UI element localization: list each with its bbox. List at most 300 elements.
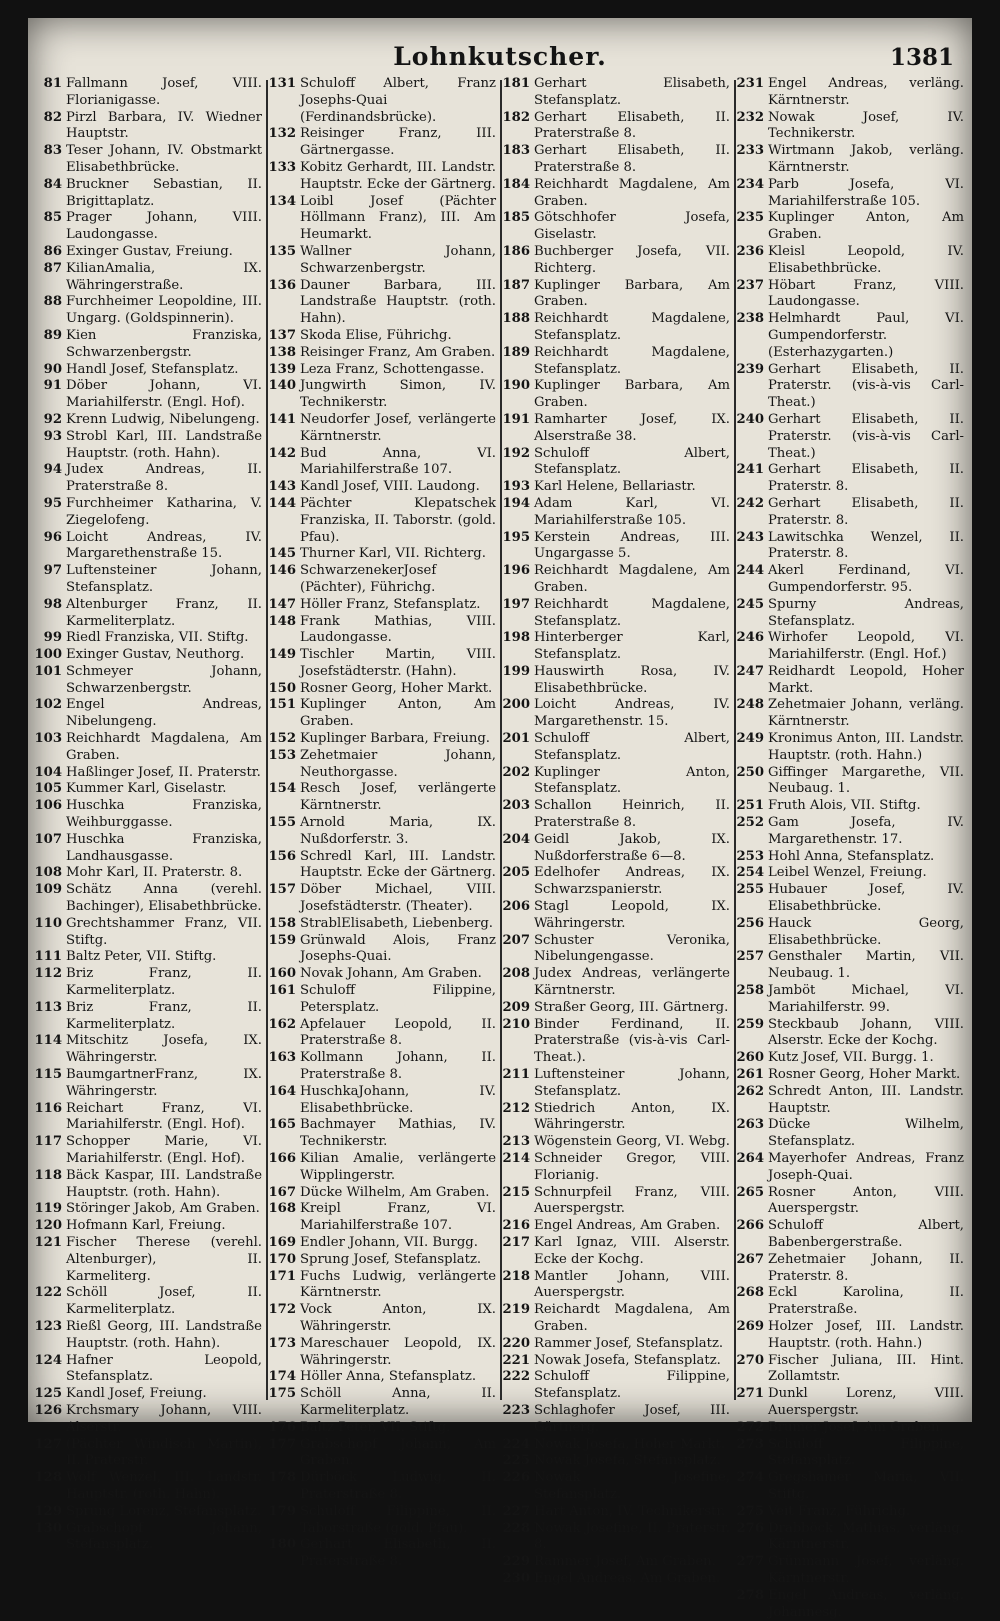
directory-entry [32, 630, 264, 647]
directory-entry [266, 1470, 498, 1504]
entry-number: 248 [736, 697, 764, 713]
directory-entry [500, 345, 732, 379]
entry-text: Grünmann Josef, verläng. Kärntnerstr. [768, 1554, 964, 1586]
entry-number: 216 [502, 1218, 530, 1234]
directory-entry [500, 110, 732, 144]
entry-number: 255 [736, 882, 764, 898]
entry-text: Döber Johann, VI. Mariahilferstr. (Engl. Hof). [66, 378, 262, 411]
entry-text: Kollmann Johann, II. Praterstraße 8. [300, 1050, 496, 1083]
entry-text: Judex Andreas, verlängerte Kärntnerstr. [534, 966, 730, 999]
entry-number: 213 [502, 1134, 530, 1150]
directory-entry [734, 177, 966, 211]
entry-number: 170 [268, 1251, 296, 1267]
entry-number: 166 [268, 1151, 296, 1166]
entry-number: 225 [502, 1453, 530, 1469]
entry-number: 133 [268, 159, 296, 175]
entry-number: 123 [34, 1318, 62, 1334]
entry-text: Bäck Kaspar, III. Landstraße Hauptstr. (roth. Hahn). [66, 1167, 262, 1200]
entry-text: Grünwald Alois, Franz Josephs-Quai. [300, 932, 496, 965]
entry-number: 99 [43, 630, 62, 646]
entry-number: 230 [502, 1570, 530, 1586]
entry-number: 262 [736, 1083, 764, 1099]
entry-text: Schöll Josef, II. Karmeliterplatz. [66, 1285, 262, 1318]
entry-text: Gerhart Elisabeth, II. Praterstraße 8. [534, 143, 730, 175]
entry-number: 264 [736, 1151, 764, 1166]
directory-entry [266, 1369, 498, 1386]
entry-number: 266 [736, 1218, 764, 1234]
entry-text: Kandl Josef, Freiung. [66, 1386, 207, 1402]
entry-text: Gerhart Elisabeth, II. Praterstraße 8. [534, 109, 730, 142]
directory-entry [734, 664, 966, 698]
entry-number: 277 [736, 1554, 764, 1570]
directory-entry [266, 597, 498, 614]
directory-entry [266, 412, 498, 446]
directory-entry [500, 530, 732, 564]
entry-number: 147 [268, 596, 296, 612]
directory-entry [32, 832, 264, 866]
entry-number: 177 [268, 1436, 296, 1452]
directory-entry [500, 664, 732, 698]
entry-number: 195 [502, 529, 530, 545]
entry-number: 269 [736, 1318, 764, 1334]
entry-number: 249 [736, 731, 764, 747]
entry-number: 199 [502, 663, 530, 679]
directory-entry [500, 1554, 732, 1571]
directory-entry [32, 664, 264, 698]
directory-entry [734, 1319, 966, 1353]
entry-text: Schuloff Filippine, Petersplatz. [300, 983, 496, 1015]
entry-number: 181 [502, 76, 530, 91]
entry-text: Reichhardt Magdalene, Stefansplatz. [534, 596, 730, 629]
directory-entry [266, 126, 498, 160]
entry-number: 278 [736, 1587, 764, 1603]
entry-text: Kuplinger Barbara, Am Graben. [534, 378, 730, 411]
entry-text: Kuplinger Barbara, Am Graben. [534, 277, 730, 310]
entry-text: Schuloff Filippine, Stefansplatz. [534, 1369, 730, 1402]
entry-number: 276 [736, 1520, 764, 1536]
entry-number: 143 [268, 479, 296, 495]
directory-entry [734, 1185, 966, 1219]
entry-text: (Pächter Windisch Martin), II. Praterstr. [66, 1436, 262, 1469]
entry-text: Gerhart Elisabeth, II. Praterstr. 8. [768, 495, 964, 528]
entry-number: 156 [268, 848, 296, 864]
directory-entry [266, 546, 498, 563]
directory-entry [500, 496, 732, 530]
directory-entry [500, 311, 732, 345]
page-header [28, 40, 972, 76]
directory-entry [500, 1302, 732, 1336]
entry-text: Gerhart Elisabeth, II. Praterstr. 8. [768, 462, 964, 495]
entry-number: 165 [268, 1117, 296, 1133]
directory-entry [500, 798, 732, 832]
entry-number: 127 [34, 1436, 62, 1452]
directory-columns [28, 76, 972, 1620]
entry-number: 198 [502, 630, 530, 646]
entry-number: 250 [736, 764, 764, 780]
entry-text: Loicht Andreas, IV. Margarethenstraße 15. [66, 529, 262, 562]
directory-entry [500, 731, 732, 765]
entry-text: Bruckner Sebastian, II. Brigittaplatz. [66, 176, 262, 209]
entry-text: Gerhart Elisabeth, II. Praterstr. (vis-à-vis Carl-Theat.) [768, 411, 964, 461]
entry-text: Gerhart Elisabeth, II. Praterstraße 8. [300, 1537, 496, 1570]
entry-text: Reichart Franz, VI. Mariahilferstr. (Engl. Hof). [66, 1100, 262, 1133]
directory-entry [266, 1185, 498, 1202]
directory-entry [500, 1235, 732, 1269]
directory-entry [32, 76, 264, 110]
entry-number: 128 [34, 1470, 62, 1486]
entry-text: Kuplinger Anton, Stefansplatz. [534, 764, 730, 797]
entry-number: 144 [268, 495, 296, 511]
entry-number: 271 [736, 1386, 764, 1402]
entry-number: 187 [502, 277, 530, 293]
entry-text: Hubauer Josef, IV. Elisabethbrücke. [768, 882, 964, 915]
directory-entry [734, 597, 966, 631]
entry-text: Haßlinger Josef, II. Praterstr. [66, 764, 261, 780]
entry-number: 200 [502, 697, 530, 713]
entry-text: Riedl Franziska, VII. Stiftg. [66, 630, 249, 646]
entry-text: Sprung Lorenz, Stefansplatz. [66, 1503, 262, 1519]
directory-column-2 [266, 76, 498, 1570]
directory-entry [734, 1504, 966, 1521]
entry-number: 119 [34, 1201, 62, 1217]
entry-number: 235 [736, 210, 764, 226]
directory-entry [734, 916, 966, 950]
entry-text: Engel Andreas, verläng. Johannesg. [768, 1587, 964, 1620]
entry-text: Zehetmaier Johann, II. Praterstr. 8. [768, 1251, 964, 1284]
directory-entry [32, 1235, 264, 1285]
entry-text: Schuloff Filippine, II. Taborstraße (gold. Pfau). [300, 1503, 496, 1536]
directory-entry [500, 177, 732, 211]
entry-text: Hofmann Karl, Freiung. [66, 1218, 226, 1234]
entry-text: Drabböck Mathias, verläng. Kärntnerstr. [768, 1520, 964, 1553]
entry-text: Schätz Anna (verehl. Bachinger), Elisabethbrücke. [66, 882, 262, 915]
entry-number: 268 [736, 1285, 764, 1301]
entry-text: Grechtshammer Franz, VII. Stiftg. [66, 915, 262, 948]
directory-entry [734, 530, 966, 564]
directory-entry [32, 1386, 264, 1403]
entry-number: 232 [736, 109, 764, 125]
entry-number: 257 [736, 949, 764, 965]
entry-number: 148 [268, 613, 296, 629]
entry-number: 236 [736, 243, 764, 259]
entry-number: 172 [268, 1302, 296, 1318]
entry-number: 111 [34, 949, 62, 965]
directory-entry [266, 1117, 498, 1151]
entry-number: 194 [502, 495, 530, 511]
directory-entry [734, 110, 966, 144]
entry-number: 90 [43, 361, 62, 377]
entry-text: Thurner Karl, VII. Richterg. [300, 546, 486, 562]
entry-text: Karl Helene, Bellariastr. [534, 479, 696, 495]
entry-text: Brumer Josef, Am Graben. [768, 1419, 944, 1435]
entry-number: 265 [736, 1184, 764, 1200]
directory-entry [500, 1369, 732, 1403]
entry-text: Hafner Leopold, Stefansplatz. [66, 1352, 262, 1385]
directory-entry [32, 697, 264, 731]
entry-number: 252 [736, 815, 764, 831]
directory-entry [734, 731, 966, 765]
directory-entry [266, 1302, 498, 1336]
entry-text: Rammer Josef, Am Graben. [534, 1554, 716, 1570]
entry-text: Schredl Karl, III. Landstr. Hauptstr. Ecke der Gärtnerg. [300, 848, 496, 881]
entry-text: Akerl Ferdinand, VI. Gumpendorferstr. 95. [768, 563, 964, 595]
entry-text: Ramharter Josef, IX. Alserstraße 38. [534, 411, 730, 444]
entry-text: Vock Anton, IX. Währingerstr. [300, 1302, 496, 1334]
entry-number: 229 [502, 1554, 530, 1570]
entry-number: 254 [736, 865, 764, 881]
directory-entry [500, 1017, 732, 1067]
directory-entry [32, 1000, 264, 1034]
entry-text: Jungwirth Simon, IV. Technikerstr. [300, 378, 496, 411]
directory-entry [266, 278, 498, 328]
directory-entry [266, 1437, 498, 1471]
directory-entry [734, 210, 966, 244]
entry-text: Straßer Georg, III. Gärtnerg. [534, 999, 729, 1015]
entry-number: 140 [268, 378, 296, 394]
directory-entry [266, 697, 498, 731]
entry-number: 175 [268, 1386, 296, 1402]
directory-entry [500, 446, 732, 480]
directory-entry [734, 1117, 966, 1151]
entry-text: Grabschopf Johann, Am Graben. [300, 1436, 496, 1469]
entry-text: Nowak Josefa, Stefansplatz. [534, 1352, 721, 1368]
entry-text: Krenn Ludwig, Nibelungeng. [66, 411, 260, 427]
entry-number: 152 [268, 731, 296, 747]
entry-text: Stagl Leopold, IX. Währingerstr. [534, 899, 730, 931]
entry-text: Strobl Karl, III. Landstraße Hauptstr. (roth. Hahn). [66, 428, 262, 461]
entry-number: 205 [502, 865, 530, 881]
entry-text: Reidhardt Leopold, Hoher Markt. [768, 663, 964, 696]
directory-entry [266, 378, 498, 412]
entry-number: 151 [268, 697, 296, 713]
entry-number: 242 [736, 495, 764, 511]
entry-text: Briz Franz, II. Karmeliterplatz. [66, 999, 262, 1032]
directory-entry [500, 1185, 732, 1219]
directory-entry [266, 76, 498, 126]
entry-number: 149 [268, 647, 296, 663]
directory-entry [500, 479, 732, 496]
entry-text: Kien Franziska, Schwarzenbergstr. [66, 327, 262, 360]
entry-text: Prager Johann, VIII. Laudongasse. [66, 210, 262, 243]
directory-entry [32, 1101, 264, 1135]
entry-text: Novak Johann, Am Graben. [300, 966, 482, 982]
directory-entry [32, 378, 264, 412]
entry-text: Nowak Josefine, Stefansplatz. [534, 1470, 730, 1502]
entry-text: Adam Karl, VI. Mariahilferstraße 105. [534, 495, 730, 528]
entry-number: 100 [34, 647, 62, 663]
directory-entry [266, 983, 498, 1017]
directory-entry [32, 1134, 264, 1168]
directory-entry [734, 1067, 966, 1084]
directory-entry [500, 1000, 732, 1017]
entry-number: 146 [268, 563, 296, 579]
entry-text: Lawitschka Wenzel, II. Praterstr. 8. [768, 529, 964, 562]
directory-entry [32, 1319, 264, 1353]
entry-number: 267 [736, 1251, 764, 1267]
directory-entry [734, 311, 966, 361]
directory-entry [500, 966, 732, 1000]
entry-text: Schlaghofer Josef, III. Gärtnerg. [534, 1402, 730, 1435]
directory-entry [734, 1285, 966, 1319]
entry-text: Rosner Anton, VIII. Auerspergstr. [768, 1184, 964, 1217]
directory-entry [266, 1336, 498, 1370]
directory-entry [500, 143, 732, 177]
entry-text: Kleisl Leopold, IV. Elisabethbrücke. [768, 243, 964, 276]
entry-number: 173 [268, 1335, 296, 1351]
entry-text: Helmhardt Paul, VI. Gumpendorferstr. (Esterhazygarten.) [768, 311, 964, 360]
page-title: Lohnkutscher. [393, 42, 607, 71]
directory-entry [734, 496, 966, 530]
entry-number: 97 [43, 563, 62, 579]
entry-number: 82 [43, 109, 62, 125]
entry-number: 103 [34, 731, 62, 747]
entry-text: Exinger Gustav, Neuthorg. [66, 647, 245, 663]
entry-text: Altenburger Franz, II. Karmeliterplatz. [66, 596, 262, 629]
entry-number: 220 [502, 1335, 530, 1351]
entry-number: 190 [502, 378, 530, 394]
entry-text: Gerhart Elisabeth, II. Praterstr. (vis-à-vis Carl-Theat.) [768, 361, 964, 411]
entry-number: 88 [43, 294, 62, 310]
directory-entry [266, 849, 498, 883]
entry-text: Nowak Josefa, Hoher Markt. [534, 1436, 726, 1452]
entry-text: Dunkl Lorenz, VIII. Auerspergstr. [768, 1386, 964, 1418]
entry-number: 107 [34, 831, 62, 847]
directory-entry [734, 949, 966, 983]
entry-text: Dücke Wilhelm, Stefansplatz. [768, 1117, 964, 1150]
entry-number: 169 [268, 1234, 296, 1250]
entry-number: 238 [736, 311, 764, 327]
entry-text: Wirhofer Leopold, VI. Mariahilferstr. (Engl. Hof.) [768, 630, 964, 663]
directory-entry [734, 76, 966, 110]
directory-entry [266, 1017, 498, 1051]
entry-number: 245 [736, 596, 764, 612]
entry-text: Dürböck Ludwig, II. Praterstraße 8. [300, 1470, 496, 1502]
directory-column-3 [500, 76, 732, 1586]
entry-text: Loicht Andreas, IV. Margarethenstr. 15. [534, 697, 730, 730]
entry-text: Schuloff Albert, Stefansplatz. [534, 731, 730, 763]
entry-number: 159 [268, 932, 296, 948]
directory-entry [500, 563, 732, 597]
entry-number: 233 [736, 143, 764, 159]
entry-number: 261 [736, 1067, 764, 1083]
directory-entry [32, 1521, 264, 1555]
entry-text: Parb Josefa, VI. Mariahilferstraße 105. [768, 176, 964, 209]
entry-number: 237 [736, 277, 764, 293]
directory-entry [500, 1353, 732, 1370]
directory-entry [266, 882, 498, 916]
entry-text: Holzer Josef, III. Landstr. Hauptstr. (roth. Hahn.) [768, 1318, 964, 1351]
directory-entry [32, 949, 264, 966]
entry-text: Dücke Wilhelm, Am Graben. [300, 1184, 490, 1200]
entry-number: 139 [268, 361, 296, 377]
directory-entry [734, 244, 966, 278]
entry-text: Baltz Peter, VII. Stiftg. [300, 1419, 451, 1435]
directory-entry [266, 244, 498, 278]
entry-number: 131 [268, 76, 296, 91]
entry-text: Wallner Johann, Schwarzenbergstr. [300, 243, 496, 276]
entry-number: 113 [34, 999, 62, 1015]
entry-number: 122 [34, 1285, 62, 1301]
entry-text: Resch Josef, verlängerte Kärntnerstr. [300, 781, 496, 814]
entry-text: Schuloff Albert, Babenbergerstraße. [768, 1218, 964, 1250]
directory-entry [266, 614, 498, 648]
entry-text: Loibl Josef (Pächter Höllmann Franz), III. Am Heumarkt. [300, 193, 496, 243]
entry-text: Reichhardt Magdalene, Stefansplatz. [534, 311, 730, 343]
entry-text: Hauswirth Rosa, IV. Elisabethbrücke. [534, 663, 730, 696]
directory-entry [734, 462, 966, 496]
directory-entry [500, 1521, 732, 1555]
entry-number: 246 [736, 630, 764, 646]
directory-entry [266, 1084, 498, 1118]
page-number: 1381 [889, 44, 954, 71]
directory-entry [266, 731, 498, 748]
entry-number: 227 [502, 1503, 530, 1519]
entry-number: 164 [268, 1083, 296, 1099]
directory-entry [266, 446, 498, 480]
directory-entry [734, 1470, 966, 1504]
entry-number: 196 [502, 563, 530, 579]
entry-number: 86 [43, 243, 62, 259]
directory-entry [32, 462, 264, 496]
entry-number: 179 [268, 1503, 296, 1519]
directory-entry [500, 1218, 732, 1235]
entry-number: 221 [502, 1352, 530, 1368]
directory-entry [734, 278, 966, 312]
entry-text: Engel Andreas, verläng. Kärntnerstr. [768, 76, 964, 108]
entry-number: 110 [34, 915, 62, 931]
entry-text: Schallon Heinrich, II. Praterstraße 8. [534, 798, 730, 831]
directory-column-4 [734, 76, 966, 1620]
directory-entry [266, 1269, 498, 1303]
entry-number: 202 [502, 764, 530, 780]
entry-number: 197 [502, 596, 530, 612]
entry-text: Leza Franz, Schottengasse. [300, 361, 485, 377]
entry-text: Schuster Veronika, Nibelungengasse. [534, 932, 730, 965]
entry-text: Tischler Martin, VIII. Josefstädterstr. (Hahn). [300, 647, 496, 679]
directory-entry [32, 731, 264, 765]
entry-text: Schnurpfeil Franz, VIII. Auerspergstr. [534, 1184, 730, 1217]
directory-entry [266, 966, 498, 983]
entry-number: 240 [736, 411, 764, 427]
directory-entry [500, 765, 732, 799]
directory-entry [32, 882, 264, 916]
directory-entry [266, 1252, 498, 1269]
entry-text: Rosner Georg, Hoher Markt. [300, 680, 493, 696]
entry-text: Eckl Karolina, II. Praterstraße. [768, 1285, 964, 1318]
entry-text: Kobitz Gerhardt, III. Landstr. Hauptstr. Ecke der Gärtnerg. [300, 159, 496, 192]
entry-number: 243 [736, 529, 764, 545]
entry-number: 182 [502, 109, 530, 125]
entry-text: Wolf Wenzel, III. Landstr. Hauptstr. (roth. Hahn). [66, 1470, 262, 1502]
entry-number: 84 [43, 176, 62, 192]
entry-number: 137 [268, 327, 296, 343]
directory-entry [32, 244, 264, 261]
entry-text: Mayerhofer Andreas, Franz Joseph-Quai. [768, 1151, 964, 1183]
entry-text: Mantler Johann, VIII. Auerspergstr. [534, 1268, 730, 1301]
entry-number: 273 [736, 1436, 764, 1452]
entry-text: Dauner Barbara, III. Landstraße Hauptstr. (roth. Hahn). [300, 277, 496, 327]
directory-entry [266, 479, 498, 496]
entry-number: 241 [736, 462, 764, 478]
directory-entry [734, 1521, 966, 1555]
directory-entry [266, 362, 498, 379]
entry-number: 104 [34, 764, 62, 780]
entry-text: Leibel Wenzel, Freiung. [768, 865, 927, 881]
directory-entry [32, 1403, 264, 1437]
directory-entry [734, 143, 966, 177]
entry-number: 112 [34, 966, 62, 982]
directory-entry [734, 412, 966, 462]
